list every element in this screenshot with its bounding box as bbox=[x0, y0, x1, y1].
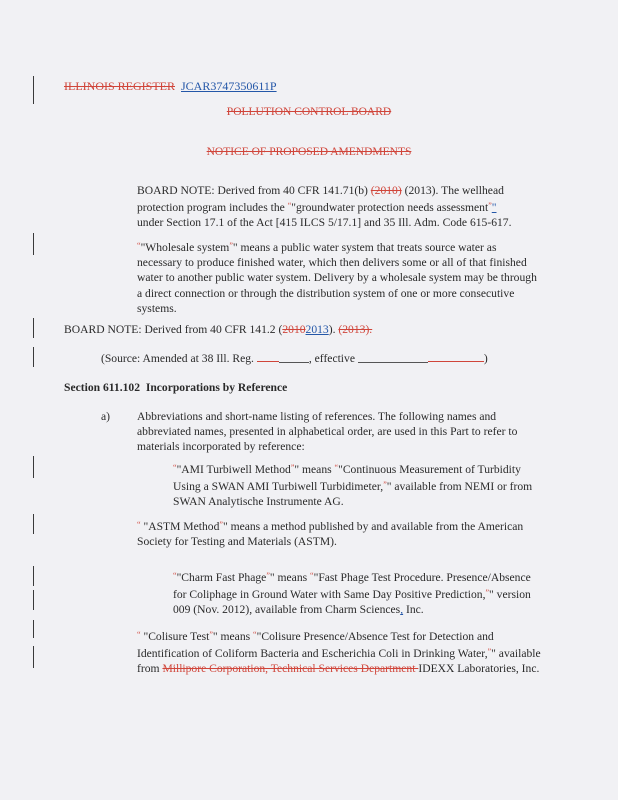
section-heading: Section 611.102 Incorporations by Reference bbox=[64, 381, 288, 394]
agency-title: POLLUTION CONTROL BOARD bbox=[226, 106, 392, 118]
change-bar bbox=[33, 620, 34, 638]
item-a-text: Abbreviations and short-name listing of references. The following names and abbreviated names, presented in alphabetical order, are used in this Part to refer to materials incorporated by reference: bbox=[137, 410, 518, 454]
change-bar bbox=[33, 646, 34, 668]
notice-title: NOTICE OF PROPOSED AMENDMENTS bbox=[206, 146, 412, 158]
item-a-label: a) bbox=[101, 410, 111, 423]
change-bar bbox=[33, 318, 34, 338]
definition-astm-method: “ "ASTM Method”" means a method published by and available from the American Society for Testing and Materials (ASTM). bbox=[137, 520, 524, 549]
change-bar bbox=[33, 566, 34, 586]
board-note-2: BOARD NOTE: Derived from 40 CFR 141.2 (20102013). (2013). bbox=[64, 323, 373, 336]
wholesale-system-definition: “"Wholesale system”" means a public water system that treats source water as necessary to produce finished water, which then delivers some or all of that finished water to another public water system. Delivery by a wholesale system may be through a direct connection or through the distribution system of one or more consecutive systems. bbox=[137, 241, 537, 315]
definition-ami-turbiwell: “"AMI Turbiwell Method”" means “"Continuous Measurement of Turbidity Using a SWAN AMI Turbiwell Turbidimeter,”" available from NEMI or from SWAN Analytische Instrumente AG. bbox=[173, 463, 533, 509]
change-bar bbox=[33, 76, 34, 104]
definition-colisure-test: “ "Colisure Test”" means “"Colisure Presence/Absence Test for Detection and Identification of Coliform Bacteria and Escherichia Coli in Drinking Water,”" available from Millipore Corporation, Technical Services Department IDEXX Laboratories, Inc. bbox=[137, 630, 541, 676]
register-inserted: JCAR3747350611P bbox=[181, 79, 277, 93]
source-line: (Source: Amended at 38 Ill. Reg. , effective ) bbox=[101, 352, 488, 365]
change-bar bbox=[33, 456, 34, 478]
change-bar bbox=[33, 514, 34, 534]
change-bar bbox=[33, 233, 34, 255]
deleted-blank bbox=[428, 355, 484, 362]
register-deleted: ILLINOIS REGISTER bbox=[64, 79, 175, 93]
change-bar bbox=[33, 347, 34, 367]
definition-charm-fast-phage: “"Charm Fast Phage”" means “"Fast Phage Test Procedure. Presence/Absence for Coliphage in Ground Water with Same Day Positive Prediction,”" version 009 (Nov. 2012), available from Charm Sciences, Inc. bbox=[173, 571, 531, 617]
blank-line bbox=[358, 352, 428, 363]
change-bar bbox=[33, 590, 34, 610]
blank-line bbox=[279, 352, 309, 363]
register-header bbox=[64, 79, 277, 94]
deleted-blank bbox=[257, 355, 279, 362]
board-note-1: BOARD NOTE: Derived from 40 CFR 141.71(b) (2010) (2013). The wellhead protection program includes the “"groundwater protection needs assessment”" under Section 17.1 of the Act [415 ILCS 5/17.1] and 35 Ill. Adm. Code 615-617. bbox=[137, 184, 512, 230]
